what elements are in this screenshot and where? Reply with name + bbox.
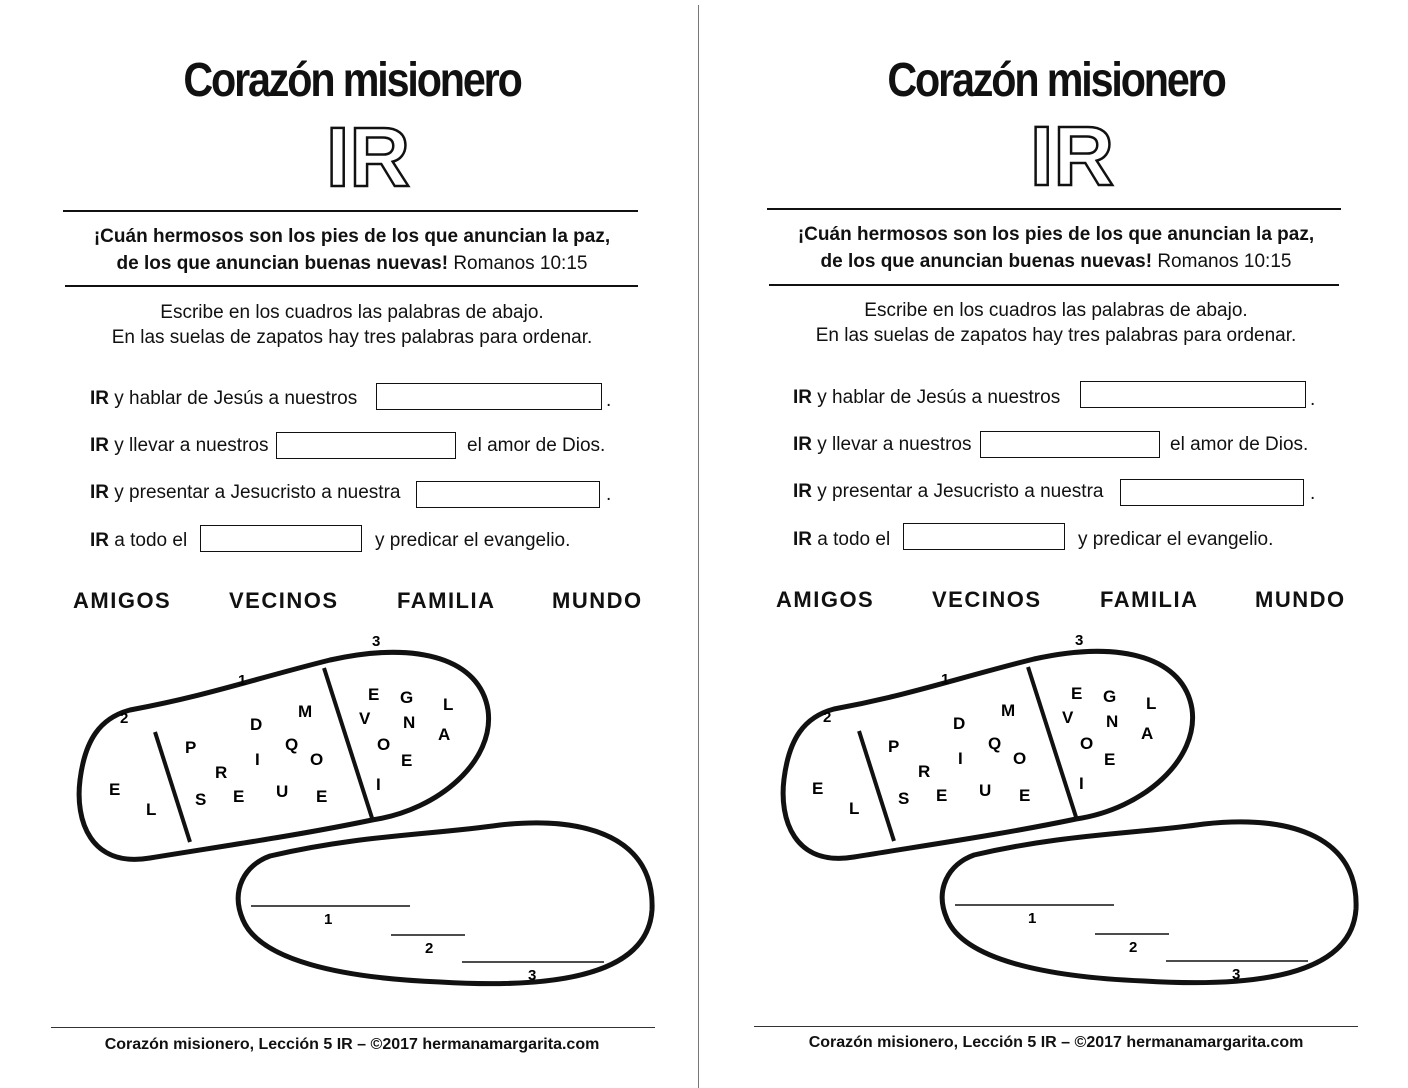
sentence-1: IR y hablar de Jesús a nuestros — [90, 388, 358, 409]
svg-text:E: E — [233, 787, 245, 806]
svg-text:S: S — [195, 790, 207, 809]
word-bank-item: AMIGOS — [73, 588, 172, 613]
answer-box-3[interactable] — [416, 481, 600, 508]
sole-section-number: 2 — [120, 710, 129, 727]
verse — [0, 223, 704, 277]
answer-box-1[interactable] — [1080, 381, 1306, 408]
verse-line-2: de los que anuncian buenas nuevas! — [820, 251, 1153, 272]
worksheet-right — [704, 0, 1408, 1088]
svg-text:I: I — [255, 750, 260, 769]
answer-number: 1 — [1028, 910, 1037, 927]
instruction-line-2: En las suelas de zapatos hay tres palabras para ordenar. — [815, 325, 1297, 346]
footer-credit: Corazón misionero, Lección 5 IR – ©2017 hermanamargarita.com — [808, 1034, 1304, 1051]
svg-text:E: E — [316, 787, 328, 806]
sentence-2-end: el amor de Dios. — [1170, 434, 1309, 455]
verse-line-1: ¡Cuán hermosos son los pies de los que anuncian la paz, — [797, 224, 1315, 245]
svg-text:O: O — [1013, 749, 1027, 768]
svg-text:V: V — [359, 709, 371, 728]
svg-text:E: E — [368, 685, 380, 704]
instruction-line-2: En las suelas de zapatos hay tres palabras para ordenar. — [111, 327, 593, 348]
sentence-2: IR y llevar a nuestros — [90, 435, 269, 456]
answer-number: 2 — [1129, 939, 1138, 956]
svg-text:L: L — [443, 695, 454, 714]
svg-text:E: E — [1104, 750, 1116, 769]
svg-text:A: A — [438, 725, 451, 744]
sole-section-number: 2 — [823, 709, 832, 726]
verse-reference: Romanos 10:15 — [453, 253, 588, 274]
sentence-1-end: . — [1310, 389, 1316, 410]
worksheet-title: Corazón misionero — [183, 54, 521, 107]
sentence-2: IR y llevar a nuestros — [793, 434, 972, 455]
svg-text:Q: Q — [285, 735, 299, 754]
svg-text:Q: Q — [988, 734, 1002, 753]
shoe-sole-scramble — [79, 652, 488, 859]
svg-text:E: E — [1071, 684, 1083, 703]
svg-text:E: E — [109, 780, 121, 799]
answer-number: 2 — [425, 940, 434, 957]
rule-top — [63, 210, 638, 212]
shoe-sole-answer — [942, 822, 1356, 983]
sentence-2-end: el amor de Dios. — [467, 435, 606, 456]
shoe-sole-scramble — [783, 651, 1192, 858]
sentence-3-end: . — [606, 484, 612, 505]
sentence-1-end: . — [606, 390, 612, 411]
svg-text:O: O — [1080, 734, 1094, 753]
instructions — [704, 298, 1408, 348]
worksheet-title: Corazón misionero — [887, 54, 1225, 107]
answer-box-4[interactable] — [200, 525, 362, 552]
verse — [704, 221, 1408, 275]
svg-text:U: U — [979, 781, 992, 800]
svg-text:D: D — [953, 714, 966, 733]
word-bank-item: FAMILIA — [1100, 587, 1199, 612]
ir-outline-heading — [1022, 119, 1122, 191]
ir-outline-text: IR — [326, 120, 410, 192]
word-bank-item: MUNDO — [552, 588, 643, 613]
svg-text:I: I — [958, 749, 963, 768]
svg-text:I: I — [376, 775, 381, 794]
svg-text:U: U — [276, 782, 289, 801]
svg-text:E: E — [1019, 786, 1031, 805]
word-bank-item: FAMILIA — [397, 588, 496, 613]
svg-text:P: P — [888, 737, 900, 756]
ir-outline-text: IR — [1030, 119, 1114, 191]
shoe-prints — [0, 620, 704, 1000]
answer-box-2[interactable] — [980, 431, 1160, 458]
svg-text:E: E — [401, 751, 413, 770]
svg-text:N: N — [403, 713, 416, 732]
svg-text:G: G — [1103, 687, 1117, 706]
answer-number: 3 — [1232, 966, 1241, 983]
instruction-line-1: Escribe en los cuadros las palabras de abajo. — [864, 300, 1248, 321]
svg-text:O: O — [377, 735, 391, 754]
svg-text:L: L — [849, 799, 860, 818]
answer-box-3[interactable] — [1120, 479, 1304, 506]
verse-line-1: ¡Cuán hermosos son los pies de los que anuncian la paz, — [93, 226, 611, 247]
svg-text:M: M — [298, 702, 313, 721]
svg-text:G: G — [400, 688, 414, 707]
footer-rule — [754, 1026, 1358, 1027]
svg-text:V: V — [1062, 708, 1074, 727]
svg-text:L: L — [146, 800, 157, 819]
ir-outline-heading — [318, 120, 418, 192]
rule-bottom — [65, 285, 638, 287]
instruction-line-1: Escribe en los cuadros las palabras de abajo. — [160, 302, 544, 323]
sole-section-number: 3 — [372, 633, 381, 650]
answer-number: 3 — [528, 967, 537, 984]
word-bank-item: AMIGOS — [776, 587, 875, 612]
word-bank-item: VECINOS — [229, 588, 339, 613]
answer-box-1[interactable] — [376, 383, 602, 410]
svg-text:D: D — [250, 715, 263, 734]
sentence-4: IR a todo el — [793, 529, 891, 550]
svg-text:E: E — [936, 786, 948, 805]
footer-credit: Corazón misionero, Lección 5 IR – ©2017 hermanamargarita.com — [104, 1036, 600, 1053]
answer-box-2[interactable] — [276, 432, 456, 459]
answer-number: 1 — [324, 911, 333, 928]
rule-bottom — [769, 284, 1339, 286]
svg-text:R: R — [215, 763, 228, 782]
sentence-1: IR y hablar de Jesús a nuestros — [793, 387, 1061, 408]
sole-section-number: 3 — [1075, 632, 1084, 649]
svg-text:P: P — [185, 738, 197, 757]
sentence-3: IR y presentar a Jesucristo a nuestra — [793, 481, 1104, 502]
svg-text:A: A — [1141, 724, 1154, 743]
sentence-3-end: . — [1310, 483, 1316, 504]
verse-line-2: de los que anuncian buenas nuevas! — [116, 253, 449, 274]
sentence-3: IR y presentar a Jesucristo a nuestra — [90, 482, 401, 503]
sole-section-number: 1 — [238, 672, 247, 689]
shoe-sole-answer — [238, 823, 652, 984]
svg-text:R: R — [918, 762, 931, 781]
word-bank-item: MUNDO — [1255, 587, 1346, 612]
svg-text:O: O — [310, 750, 324, 769]
sentence-4-end: y predicar el evangelio. — [1078, 529, 1274, 550]
rule-top — [767, 208, 1341, 210]
sentence-4-end: y predicar el evangelio. — [375, 530, 571, 551]
sole-section-number: 1 — [941, 671, 950, 688]
answer-box-4[interactable] — [903, 523, 1065, 550]
sentence-4: IR a todo el — [90, 530, 188, 551]
svg-text:M: M — [1001, 701, 1016, 720]
instructions — [0, 300, 704, 350]
svg-text:S: S — [898, 789, 910, 808]
svg-text:N: N — [1106, 712, 1119, 731]
svg-text:L: L — [1146, 694, 1157, 713]
svg-text:I: I — [1079, 774, 1084, 793]
svg-text:E: E — [812, 779, 824, 798]
verse-reference: Romanos 10:15 — [1157, 251, 1292, 272]
footer-rule — [51, 1027, 655, 1028]
shoe-prints — [704, 619, 1408, 999]
word-bank-item: VECINOS — [932, 587, 1042, 612]
